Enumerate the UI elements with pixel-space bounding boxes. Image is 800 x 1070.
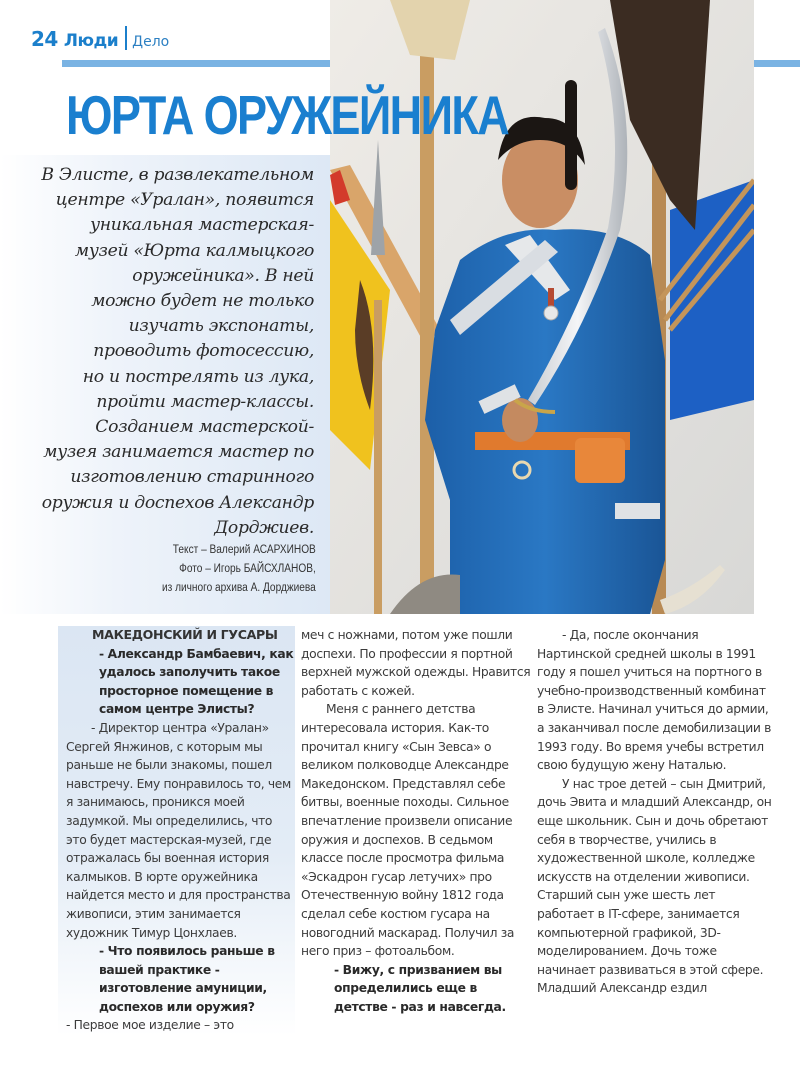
interview-question: - Вижу, с призванием вы определились еще в детстве - раз и навсегда. [334,962,506,1014]
byline-photo: Фото – Игорь БАЙСХЛАНОВ, [179,563,316,575]
article-title: ЮРТА ОРУЖЕЙНИКА [66,84,509,146]
body-paragraph: меч с ножнами, потом уже пошли доспехи. По профессии я портной верхней мужской одежды. Нравится работать с кожей. [301,628,531,698]
page-header [31,22,169,51]
lead-line: музея занимается мастер по [43,442,314,463]
body-paragraph: Меня с раннего детства интересовала история. Как-то прочитал книгу «Сын Зевса» о великом полководце Александре Македонском. Представлял себе битвы, военные походы. Сильное впечатление произвели описание оружия и доспехов. В седьмом классе после просмотра фильма «Эскадрон гусар летучих» про Отечественную войну 1812 года сделал себе костюм гусара на новогодний маскарад. Получил за него приз – фотоальбом. [301,702,515,959]
byline-archive: из личного архива А. Дорджиева [162,582,316,594]
lead-line: но и пострелять из лука, [82,366,314,387]
lead-line: оружейника». В ней [132,265,314,286]
body-paragraph: - Да, после окончания Нартинской средней школы в 1991 году я пошел учиться на портного в учебно-производственный комбинат в Элисте. Начинал учиться до армии, а заканчивал после демобилизации в 1993 году. Во время учебы встретил свою будущую жену Наталью. [537,628,771,773]
section-label: Люди [63,31,119,51]
header-rule-right [754,60,800,67]
byline [162,541,316,598]
lead-line: В Элисте, в развлекательном [41,165,314,185]
lead-line: центре «Уралан», появится [55,190,314,211]
page-number: 24 [31,27,58,51]
lead-line: Дорджиев. [214,517,314,538]
body-column-3 [537,626,772,998]
lead-line: оружия и доспехов Александр [41,492,314,513]
header-rule-left [62,60,330,67]
byline-text: Текст – Валерий АСАРХИНОВ [173,544,316,556]
interview-question: - Что появилось раньше в вашей практике - изготовление амуниции, доспехов или оружия? [99,944,275,1014]
lead-line: можно будет не только [91,291,314,312]
lead-text [24,163,314,541]
lead-line: пройти мастер-классы. [96,391,314,412]
lead-line: изготовлению старинного [70,467,314,488]
lead-line: музей «Юрта калмыцкого [74,240,314,261]
interview-answer: - Первое мое изделие – это [66,1018,234,1033]
lead-line: уникальная мастерская- [90,215,314,236]
lead-line: изучать экспонаты, [128,316,314,337]
interview-answer: - Директор центра «Уралан» Сергей Янжинов, с которым мы раньше не были знакомы, пошел навстречу. Ему понравилось то, чем я занимаюсь, проникся моей задумкой. Мы определились, что это будет мастерская-музей, где отражалась бы военная история калмыков. В юрте оружейника найдется место и для пространства живописи, этим занимается художник Тимур Цонхлаев. [66,720,291,940]
lead-box [0,155,330,614]
body-paragraph: У нас трое детей – сын Дмитрий, дочь Эвита и младший Александр, он еще школьник. Сын и дочь обретают себя в творчестве, учились в художественной школе, колледже искусств на отделении живописи. Старший сын уже шесть лет работает в IT-сфере, занимается компьютерной графикой, 3D-моделированием. Дочь тоже начинает развиваться в этой сфере. Младший Александр ездил [537,776,772,996]
header-divider [125,26,127,50]
subsection-label: Дело [132,34,170,50]
subheading: МАКЕДОНСКИЙ И ГУСАРЫ [92,627,278,642]
body-column-1 [58,626,295,1036]
lead-line: проводить фотосессию, [93,341,314,362]
interview-question: - Александр Бамбаевич, как удалось заполучить такое просторное помещение в самом центре Элисты? [99,646,294,717]
body-column-2 [301,626,531,1016]
lead-line: Созданием мастерской- [95,417,314,438]
